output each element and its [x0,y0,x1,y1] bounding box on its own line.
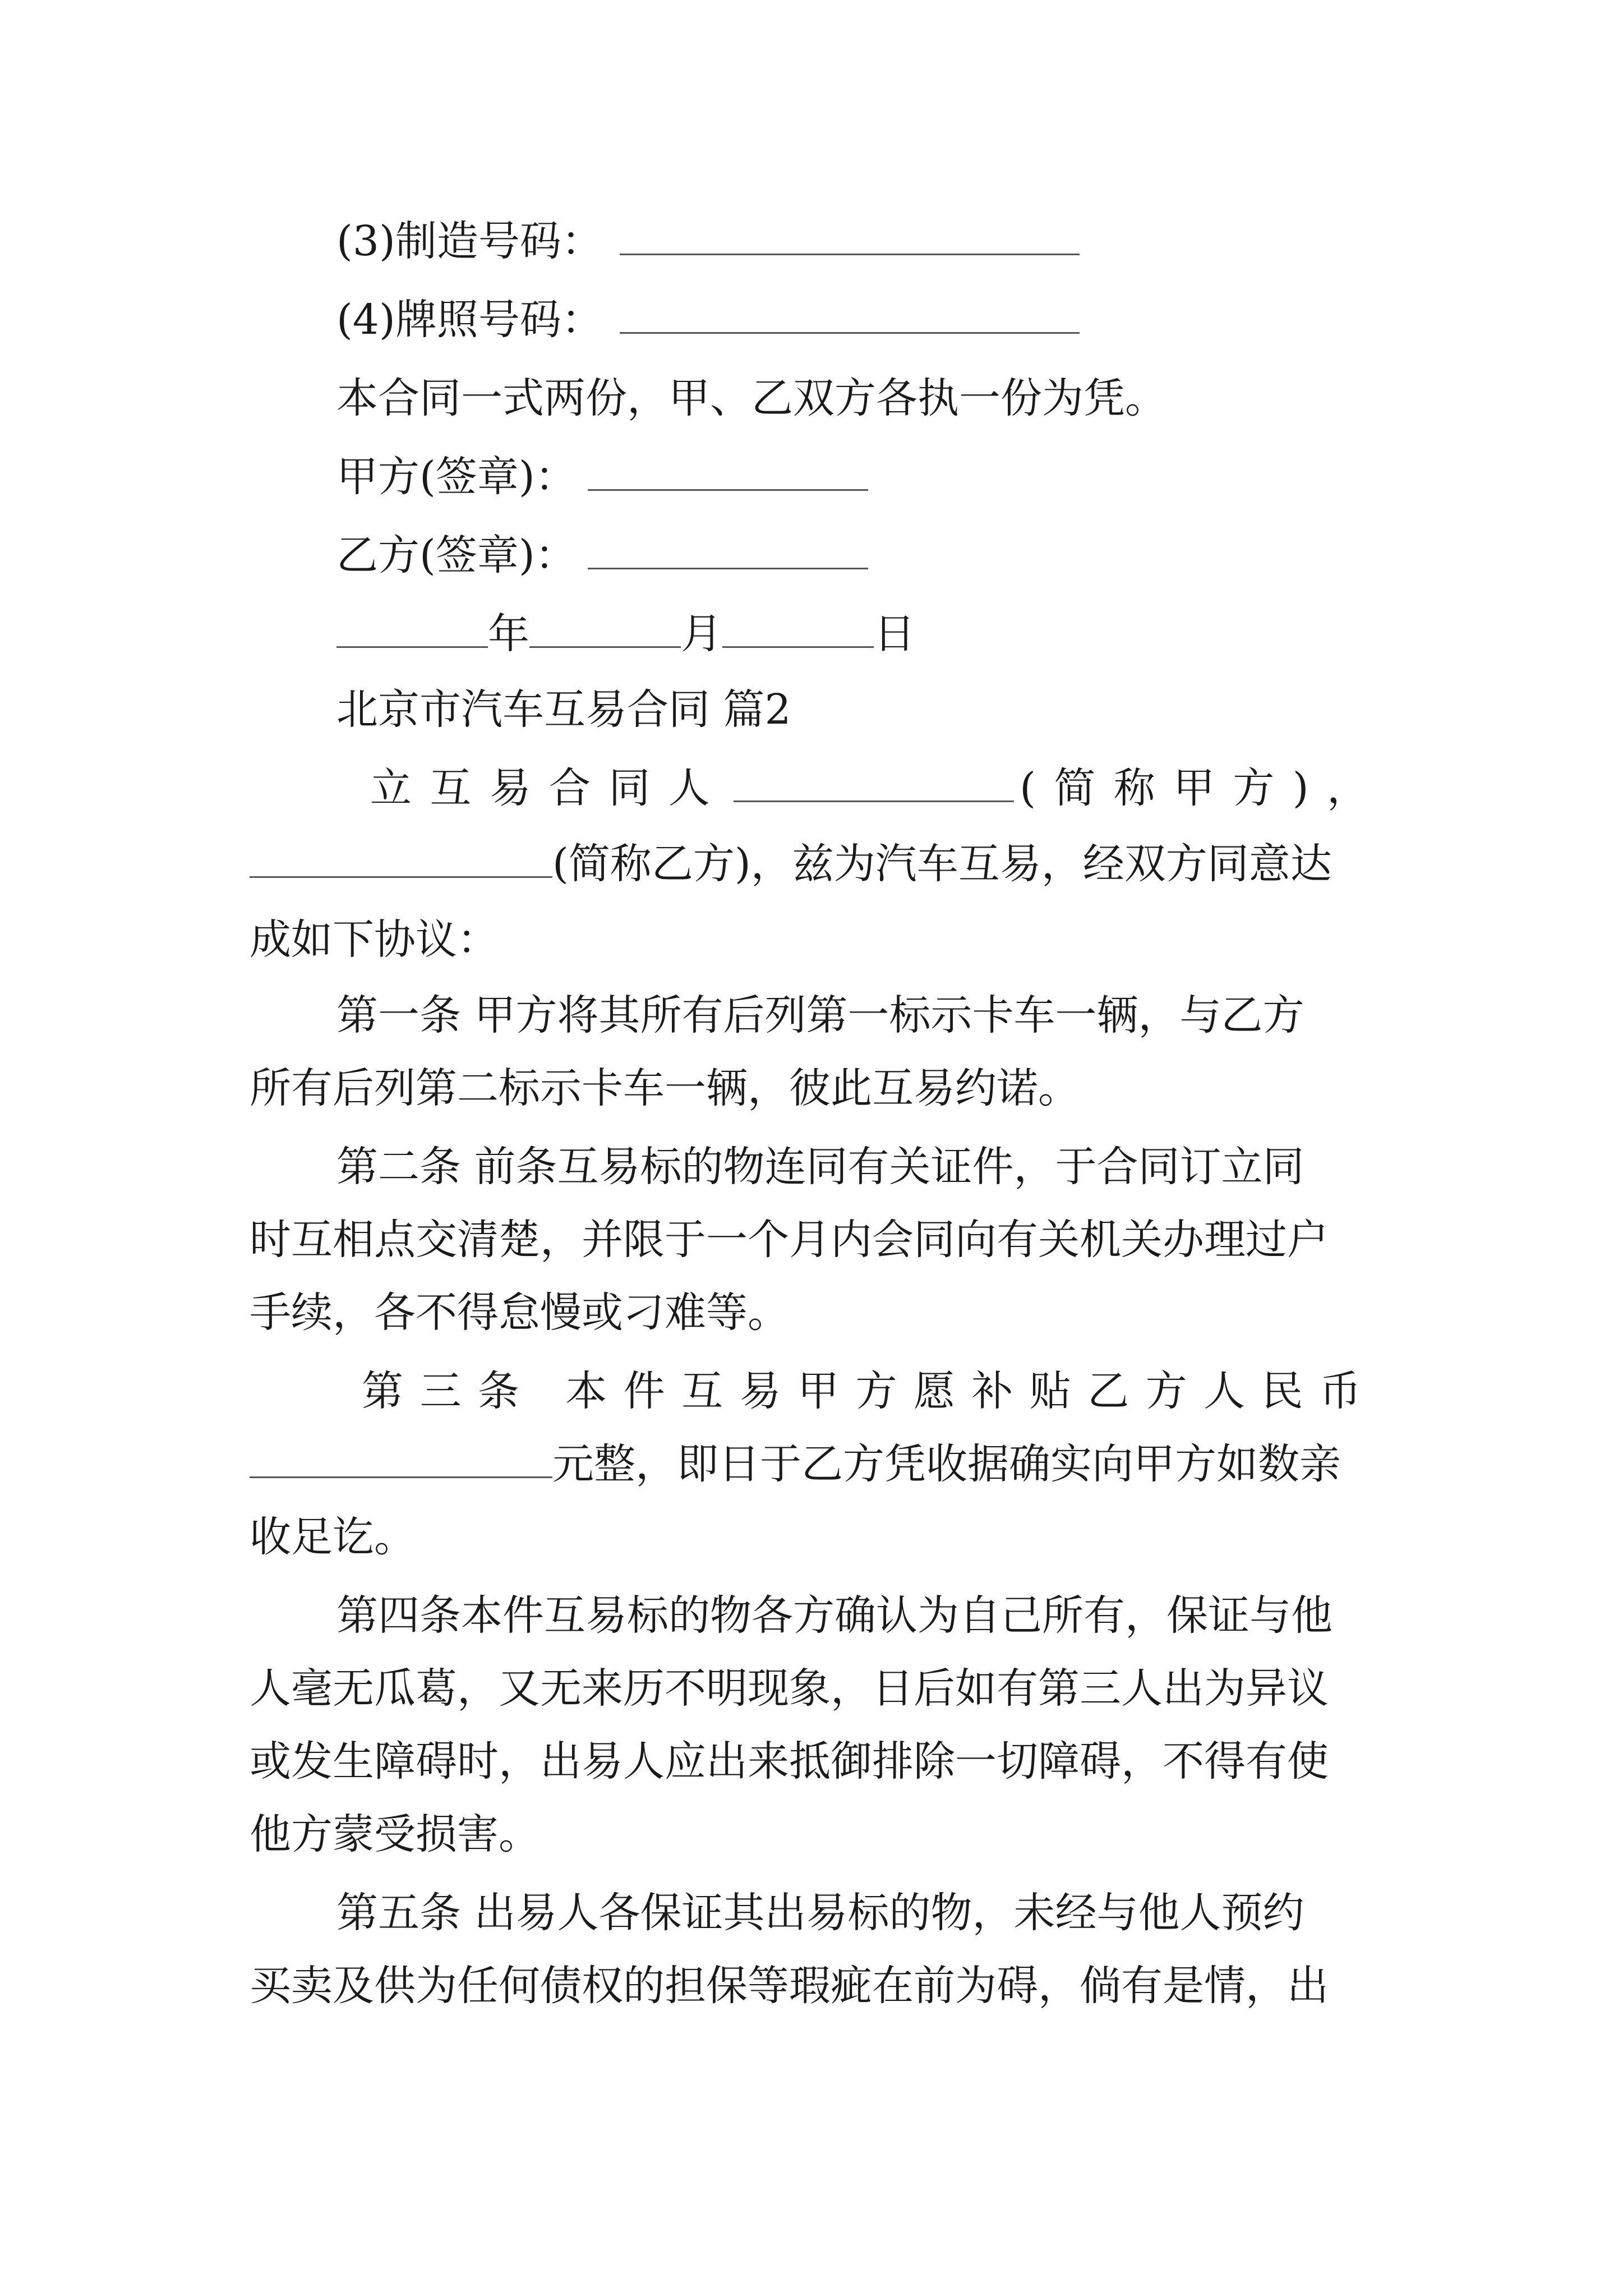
article-4-line-3: 或发生障碍时，出易人应出来抵御排除一切障碍，不得有使 [250,1737,1329,1786]
article-1-line-2: 所有后列第二标示卡车一辆，彼此互易约诺。 [250,1064,1080,1112]
blank-line[interactable] [620,296,1080,334]
section-title: 北京市汽车互易合同 篇2 [336,685,791,734]
article-1-line-1: 第一条 甲方将其所有后列第一标示卡车一辆，与乙方 [336,991,1304,1039]
article-4-line-1: 第四条本件互易标的物各方确认为自己所有，保证与他 [336,1591,1332,1640]
signature-blank[interactable] [588,453,868,491]
party-b-blank[interactable] [250,840,552,878]
year-blank[interactable] [336,610,488,648]
signature-label: 甲方(签章)： [336,453,577,501]
article-4-line-2: 人毫无瓜葛，又无来历不明现象，日后如有第三人出为异议 [250,1664,1329,1713]
intro-line-2 [250,836,1332,892]
signature-blank[interactable] [588,532,868,569]
party-a-blank[interactable] [734,765,1014,802]
intro-agreement-text: (简称乙方)，兹为汽车互易，经双方同意达 [552,840,1332,888]
article-2-line-2: 时互相点交清楚，并限于一个月内会同向有关机关办理过户 [250,1216,1329,1264]
amount-text: 元整，即日于乙方凭收据确实向甲方如数亲 [552,1440,1341,1488]
signature-label: 乙方(签章)： [336,531,577,579]
article-4-line-4: 他方蒙受损害。 [250,1810,540,1858]
field-manufacture-number [336,213,1080,269]
copies-note: 本合同一式两份，甲、乙双方各执一份为凭。 [336,374,1166,422]
year-label: 年 [488,610,529,658]
party-a-abbrev: (简称甲方)， [1020,764,1380,812]
field-license-plate [336,292,1080,348]
day-blank[interactable] [722,610,874,648]
date-line [336,606,915,662]
intro-party-text: 立互易合同人 [370,764,728,812]
article-2-line-3: 手续，各不得怠慢或刁难等。 [250,1289,789,1337]
intro-line-3: 成如下协议： [250,915,499,964]
month-label: 月 [681,610,722,658]
field-label: (3)制造号码： [336,217,603,265]
article-5-line-1: 第五条 出易人各保证其出易标的物，未经与他人预约 [336,1889,1304,1937]
article-3-line-1: 第三条 本件互易甲方愿补贴乙方人民币 [362,1367,1377,1415]
field-label: (4)牌照号码： [336,296,603,344]
day-label: 日 [874,610,915,658]
blank-line[interactable] [620,218,1080,255]
article-3-line-2 [250,1436,1341,1492]
article-5-line-2: 买卖及供为任何债权的担保等瑕疵在前为碍，倘有是情，出 [250,1962,1329,2010]
month-blank[interactable] [529,610,681,648]
signature-party-b [336,527,868,583]
amount-blank[interactable] [250,1441,552,1478]
article-2-line-1: 第二条 前条互易标的物连同有关证件，于合同订立同 [336,1143,1304,1191]
signature-party-a [336,449,868,505]
intro-line-1 [370,760,1380,816]
article-3-line-3: 收足讫。 [250,1513,416,1561]
